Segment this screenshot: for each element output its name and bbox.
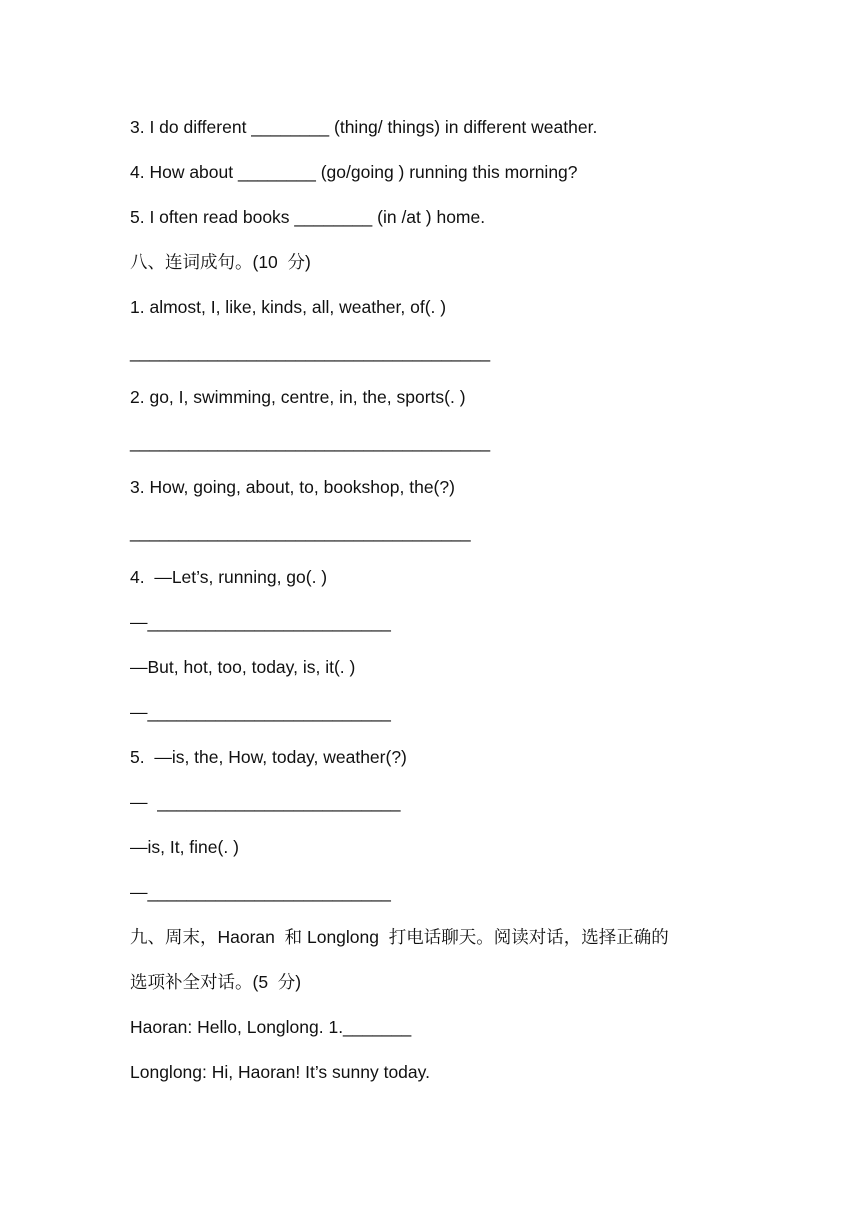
reorder-question-1: 1. almost, I, like, kinds, all, weather, of(. ) <box>130 297 447 317</box>
answer-line-5b: —_________________________ <box>130 882 391 902</box>
answer-line-2: _____________________________________ <box>130 432 491 452</box>
answer-line-4a: —_________________________ <box>130 612 391 632</box>
section-8-heading: 八、连词成句。(10 分) <box>130 252 311 272</box>
dialogue-line-longlong: Longlong: Hi, Haoran! It’s sunny today. <box>130 1062 430 1082</box>
answer-line-1: _____________________________________ <box>130 342 491 362</box>
question-4-fill-blank: 4. How about ________ (go/going ) running this morning? <box>130 162 578 182</box>
reorder-question-2: 2. go, I, swimming, centre, in, the, sports(. ) <box>130 387 466 407</box>
section-9-heading-continued: 选项补全对话。(5 分) <box>130 972 302 992</box>
answer-line-4b: —_________________________ <box>130 702 391 722</box>
reorder-question-4a: 4. —Let’s, running, go(. ) <box>130 567 328 587</box>
question-5-fill-blank: 5. I often read books ________ (in /at ) home. <box>130 207 486 227</box>
reorder-question-4b: —But, hot, too, today, is, it(. ) <box>130 657 356 677</box>
question-3-fill-blank: 3. I do different ________ (thing/ things) in different weather. <box>130 117 598 137</box>
answer-line-5a: — _________________________ <box>130 792 401 812</box>
dialogue-line-haoran: Haoran: Hello, Longlong. 1._______ <box>130 1017 412 1037</box>
section-9-heading: 九、周末，Haoran 和 Longlong 打电话聊天。阅读对话，选择正确的 <box>130 927 669 947</box>
reorder-question-3: 3. How, going, about, to, bookshop, the(?) <box>130 477 455 497</box>
reorder-question-5b: —is, It, fine(. ) <box>130 837 239 857</box>
answer-line-3: ___________________________________ <box>130 522 471 542</box>
reorder-question-5a: 5. —is, the, How, today, weather(?) <box>130 747 407 767</box>
